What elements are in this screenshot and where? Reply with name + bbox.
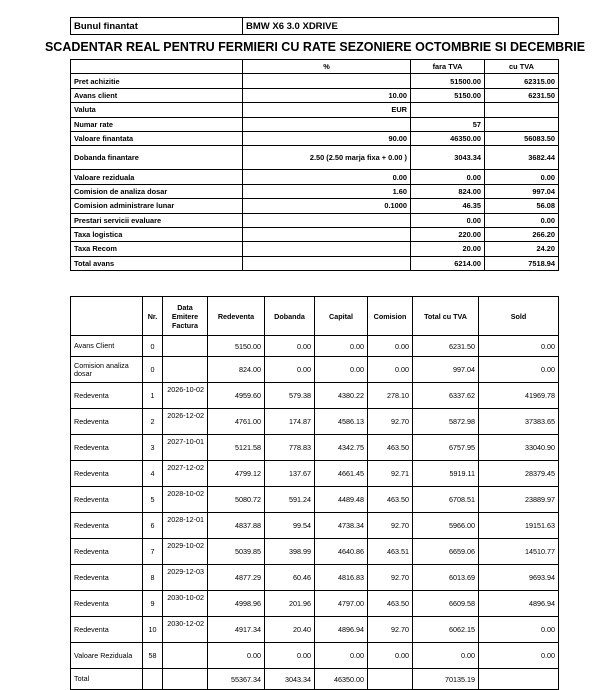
schedule-cell-capital: 4586.13 (315, 409, 368, 435)
schedule-cell-date: 2030-10-02 (163, 591, 208, 617)
schedule-cell-comision: 0.00 (368, 357, 413, 383)
summary-cell-label: Taxa logistica (71, 227, 243, 241)
schedule-row (71, 669, 559, 690)
schedule-header-row (71, 297, 559, 336)
schedule-cell-dobanda: 0.00 (265, 357, 315, 383)
schedule-row (71, 487, 559, 513)
summary-cell-cu: 6231.50 (485, 88, 559, 102)
schedule-cell-label: Redeventa (71, 591, 143, 617)
schedule-cell-comision: 0.00 (368, 336, 413, 357)
summary-column-header: % (243, 60, 411, 74)
schedule-cell-date: 2028-10-02 (163, 487, 208, 513)
schedule-cell-sold: 28379.45 (479, 461, 559, 487)
schedule-cell-nr: 0 (143, 357, 163, 383)
schedule-cell-comision: 92.70 (368, 513, 413, 539)
schedule-cell-capital: 4489.48 (315, 487, 368, 513)
schedule-cell-sold: 37383.65 (479, 409, 559, 435)
summary-cell-fara: 57 (411, 117, 485, 131)
summary-row (71, 199, 559, 213)
schedule-column-header: Total cu TVA (413, 297, 479, 336)
schedule-column-header: Redeventa (208, 297, 265, 336)
summary-row (71, 74, 559, 88)
schedule-cell-dobanda: 137.67 (265, 461, 315, 487)
summary-cell-pct: 0.00 (243, 170, 411, 184)
schedule-cell-redeventa: 0.00 (208, 643, 265, 669)
schedule-cell-date: 2030-12-02 (163, 617, 208, 643)
schedule-row (71, 409, 559, 435)
schedule-cell-redeventa: 4799.12 (208, 461, 265, 487)
summary-cell-pct: 0.1000 (243, 199, 411, 213)
schedule-cell-dobanda: 60.46 (265, 565, 315, 591)
summary-cell-cu (485, 103, 559, 117)
schedule-cell-capital: 46350.00 (315, 669, 368, 690)
schedule-cell-sold: 0.00 (479, 336, 559, 357)
schedule-cell-sold: 33040.90 (479, 435, 559, 461)
summary-table-body (71, 60, 559, 271)
schedule-cell-sold: 0.00 (479, 643, 559, 669)
document-title: SCADENTAR REAL PENTRU FERMIERI CU RATE SEZONIERE OCTOMBRIE SI DECEMBRIE (44, 40, 586, 54)
schedule-cell-date (163, 357, 208, 383)
summary-row (71, 146, 559, 170)
summary-cell-label: Valuta (71, 103, 243, 117)
schedule-cell-date: 2029-12-03 (163, 565, 208, 591)
summary-row (71, 184, 559, 198)
schedule-column-header: Data Emitere Factura (163, 297, 208, 336)
summary-cell-fara: 6214.00 (411, 256, 485, 270)
summary-row (71, 227, 559, 241)
schedule-cell-label: Redeventa (71, 617, 143, 643)
summary-cell-label: Pret achizitie (71, 74, 243, 88)
summary-cell-cu: 62315.00 (485, 74, 559, 88)
schedule-cell-dobanda: 398.99 (265, 539, 315, 565)
summary-cell-fara: 220.00 (411, 227, 485, 241)
schedule-column-header (71, 297, 143, 336)
schedule-cell-dobanda: 591.24 (265, 487, 315, 513)
summary-cell-label: Valoare finantata (71, 131, 243, 145)
schedule-column-header: Capital (315, 297, 368, 336)
summary-cell-cu: 0.00 (485, 213, 559, 227)
schedule-cell-label: Redeventa (71, 461, 143, 487)
schedule-cell-sold: 19151.63 (479, 513, 559, 539)
schedule-cell-redeventa: 4877.29 (208, 565, 265, 591)
summary-cell-pct (243, 242, 411, 256)
schedule-row (71, 565, 559, 591)
schedule-table (70, 296, 559, 690)
schedule-cell-nr: 2 (143, 409, 163, 435)
schedule-cell-comision: 92.70 (368, 617, 413, 643)
summary-row (71, 256, 559, 270)
summary-row (71, 103, 559, 117)
schedule-cell-redeventa: 4837.88 (208, 513, 265, 539)
schedule-cell-comision: 463.50 (368, 487, 413, 513)
schedule-cell-nr: 3 (143, 435, 163, 461)
summary-row (71, 88, 559, 102)
schedule-cell-dobanda: 3043.34 (265, 669, 315, 690)
schedule-row (71, 513, 559, 539)
summary-cell-cu: 3682.44 (485, 146, 559, 170)
schedule-cell-redeventa: 4998.96 (208, 591, 265, 617)
schedule-cell-nr: 7 (143, 539, 163, 565)
schedule-cell-total: 6337.62 (413, 383, 479, 409)
summary-row (71, 117, 559, 131)
schedule-row (71, 336, 559, 357)
schedule-cell-redeventa: 5080.72 (208, 487, 265, 513)
schedule-cell-redeventa: 5039.85 (208, 539, 265, 565)
schedule-cell-label: Total (71, 669, 143, 690)
schedule-cell-sold: 4896.94 (479, 591, 559, 617)
schedule-cell-sold (479, 669, 559, 690)
schedule-cell-nr: 5 (143, 487, 163, 513)
schedule-cell-nr: 9 (143, 591, 163, 617)
summary-cell-cu: 266.20 (485, 227, 559, 241)
schedule-cell-redeventa: 5121.58 (208, 435, 265, 461)
schedule-cell-redeventa: 5150.00 (208, 336, 265, 357)
schedule-cell-total: 6708.51 (413, 487, 479, 513)
schedule-cell-date: 2028-12-01 (163, 513, 208, 539)
schedule-cell-label: Redeventa (71, 513, 143, 539)
summary-cell-fara: 824.00 (411, 184, 485, 198)
schedule-cell-capital: 4738.34 (315, 513, 368, 539)
summary-cell-pct: 1.60 (243, 184, 411, 198)
summary-cell-label: Dobanda finantare (71, 146, 243, 170)
summary-cell-label: Numar rate (71, 117, 243, 131)
schedule-cell-total: 6231.50 (413, 336, 479, 357)
schedule-cell-label: Comision analiza dosar (71, 357, 143, 383)
summary-cell-fara: 51500.00 (411, 74, 485, 88)
schedule-cell-capital: 4896.94 (315, 617, 368, 643)
summary-row (71, 213, 559, 227)
summary-cell-label: Prestari servicii evaluare (71, 213, 243, 227)
schedule-cell-dobanda: 174.87 (265, 409, 315, 435)
schedule-cell-date: 2027-10-01 (163, 435, 208, 461)
financed-asset-label: Bunul finantat (71, 18, 243, 35)
schedule-row (71, 357, 559, 383)
schedule-row (71, 591, 559, 617)
summary-cell-fara: 20.00 (411, 242, 485, 256)
financed-asset-value: BMW X6 3.0 XDRIVE (243, 18, 559, 35)
schedule-row (71, 461, 559, 487)
schedule-cell-nr (143, 669, 163, 690)
summary-cell-cu: 7518.94 (485, 256, 559, 270)
schedule-cell-sold: 0.00 (479, 357, 559, 383)
schedule-row (71, 539, 559, 565)
summary-cell-label: Avans client (71, 88, 243, 102)
schedule-cell-sold: 41969.78 (479, 383, 559, 409)
schedule-cell-comision: 0.00 (368, 643, 413, 669)
schedule-cell-comision: 463.50 (368, 591, 413, 617)
schedule-cell-total: 5966.00 (413, 513, 479, 539)
schedule-cell-nr: 1 (143, 383, 163, 409)
schedule-cell-capital: 4640.86 (315, 539, 368, 565)
schedule-cell-comision: 463.50 (368, 435, 413, 461)
schedule-cell-redeventa: 824.00 (208, 357, 265, 383)
schedule-cell-sold: 23889.97 (479, 487, 559, 513)
schedule-cell-label: Redeventa (71, 409, 143, 435)
summary-row (71, 242, 559, 256)
summary-column-header: fara TVA (411, 60, 485, 74)
schedule-cell-total: 997.04 (413, 357, 479, 383)
schedule-cell-dobanda: 201.96 (265, 591, 315, 617)
schedule-table-body (71, 336, 559, 690)
schedule-cell-total: 6013.69 (413, 565, 479, 591)
schedule-cell-date: 2027-12-02 (163, 461, 208, 487)
schedule-cell-label: Redeventa (71, 435, 143, 461)
schedule-cell-total: 5872.98 (413, 409, 479, 435)
schedule-cell-capital: 4380.22 (315, 383, 368, 409)
schedule-column-header: Sold (479, 297, 559, 336)
schedule-cell-label: Redeventa (71, 383, 143, 409)
schedule-cell-total: 6757.95 (413, 435, 479, 461)
summary-header-row (71, 60, 559, 74)
schedule-cell-capital: 4797.00 (315, 591, 368, 617)
summary-cell-fara: 46.35 (411, 199, 485, 213)
schedule-cell-comision: 463.51 (368, 539, 413, 565)
schedule-row (71, 617, 559, 643)
summary-table (70, 59, 559, 271)
summary-cell-fara: 0.00 (411, 213, 485, 227)
schedule-cell-date: 2026-10-02 (163, 383, 208, 409)
schedule-cell-total: 6659.06 (413, 539, 479, 565)
summary-cell-label: Taxa Recom (71, 242, 243, 256)
summary-cell-label: Valoare reziduala (71, 170, 243, 184)
financed-asset-table (70, 17, 559, 35)
schedule-cell-sold: 0.00 (479, 617, 559, 643)
summary-cell-pct: 10.00 (243, 88, 411, 102)
schedule-cell-dobanda: 99.54 (265, 513, 315, 539)
schedule-cell-capital: 4661.45 (315, 461, 368, 487)
summary-cell-cu: 56083.50 (485, 131, 559, 145)
schedule-cell-label: Redeventa (71, 539, 143, 565)
summary-cell-cu: 56.08 (485, 199, 559, 213)
schedule-cell-date (163, 643, 208, 669)
schedule-row (71, 435, 559, 461)
summary-column-header (71, 60, 243, 74)
summary-cell-fara: 3043.34 (411, 146, 485, 170)
schedule-cell-dobanda: 778.83 (265, 435, 315, 461)
schedule-cell-nr: 8 (143, 565, 163, 591)
summary-cell-fara: 46350.00 (411, 131, 485, 145)
schedule-row (71, 643, 559, 669)
schedule-cell-total: 6062.15 (413, 617, 479, 643)
schedule-cell-redeventa: 4917.34 (208, 617, 265, 643)
summary-column-header: cu TVA (485, 60, 559, 74)
schedule-cell-redeventa: 55367.34 (208, 669, 265, 690)
schedule-cell-dobanda: 579.38 (265, 383, 315, 409)
summary-cell-pct: 2.50 (2.50 marja fixa + 0.00 ) (243, 146, 411, 170)
schedule-cell-date: 2029-10-02 (163, 539, 208, 565)
summary-cell-cu: 0.00 (485, 170, 559, 184)
schedule-cell-comision: 92.70 (368, 565, 413, 591)
schedule-cell-capital: 4816.83 (315, 565, 368, 591)
schedule-cell-nr: 10 (143, 617, 163, 643)
summary-cell-cu: 24.20 (485, 242, 559, 256)
schedule-cell-total: 70135.19 (413, 669, 479, 690)
summary-row (71, 170, 559, 184)
schedule-row (71, 383, 559, 409)
schedule-cell-date (163, 336, 208, 357)
summary-cell-cu: 997.04 (485, 184, 559, 198)
schedule-cell-capital: 4342.75 (315, 435, 368, 461)
schedule-cell-nr: 6 (143, 513, 163, 539)
schedule-cell-dobanda: 20.40 (265, 617, 315, 643)
schedule-cell-label: Redeventa (71, 565, 143, 591)
schedule-cell-redeventa: 4959.60 (208, 383, 265, 409)
summary-cell-label: Total avans (71, 256, 243, 270)
schedule-cell-capital: 0.00 (315, 357, 368, 383)
summary-cell-fara: 0.00 (411, 170, 485, 184)
schedule-cell-sold: 14510.77 (479, 539, 559, 565)
schedule-cell-label: Redeventa (71, 487, 143, 513)
summary-cell-pct (243, 117, 411, 131)
schedule-column-header: Comision (368, 297, 413, 336)
schedule-cell-total: 6609.58 (413, 591, 479, 617)
summary-cell-label: Comision de analiza dosar (71, 184, 243, 198)
summary-cell-pct (243, 213, 411, 227)
summary-cell-fara: 5150.00 (411, 88, 485, 102)
schedule-cell-nr: 58 (143, 643, 163, 669)
summary-row (71, 131, 559, 145)
schedule-cell-redeventa: 4761.00 (208, 409, 265, 435)
summary-cell-pct (243, 227, 411, 241)
summary-cell-pct: 90.00 (243, 131, 411, 145)
schedule-cell-capital: 0.00 (315, 643, 368, 669)
schedule-cell-dobanda: 0.00 (265, 643, 315, 669)
schedule-column-header: Nr. (143, 297, 163, 336)
summary-cell-cu (485, 117, 559, 131)
schedule-cell-comision (368, 669, 413, 690)
schedule-column-header: Dobanda (265, 297, 315, 336)
schedule-cell-comision: 278.10 (368, 383, 413, 409)
schedule-cell-nr: 4 (143, 461, 163, 487)
schedule-cell-nr: 0 (143, 336, 163, 357)
summary-cell-fara (411, 103, 485, 117)
schedule-cell-total: 5919.11 (413, 461, 479, 487)
schedule-cell-comision: 92.71 (368, 461, 413, 487)
schedule-cell-total: 0.00 (413, 643, 479, 669)
summary-cell-pct: EUR (243, 103, 411, 117)
schedule-cell-date: 2026-12-02 (163, 409, 208, 435)
schedule-cell-dobanda: 0.00 (265, 336, 315, 357)
summary-cell-pct (243, 256, 411, 270)
schedule-cell-comision: 92.70 (368, 409, 413, 435)
summary-cell-label: Comision administrare lunar (71, 199, 243, 213)
schedule-cell-label: Avans Client (71, 336, 143, 357)
schedule-cell-date (163, 669, 208, 690)
summary-cell-pct (243, 74, 411, 88)
schedule-cell-sold: 9693.94 (479, 565, 559, 591)
schedule-cell-capital: 0.00 (315, 336, 368, 357)
schedule-cell-label: Valoare Reziduala (71, 643, 143, 669)
